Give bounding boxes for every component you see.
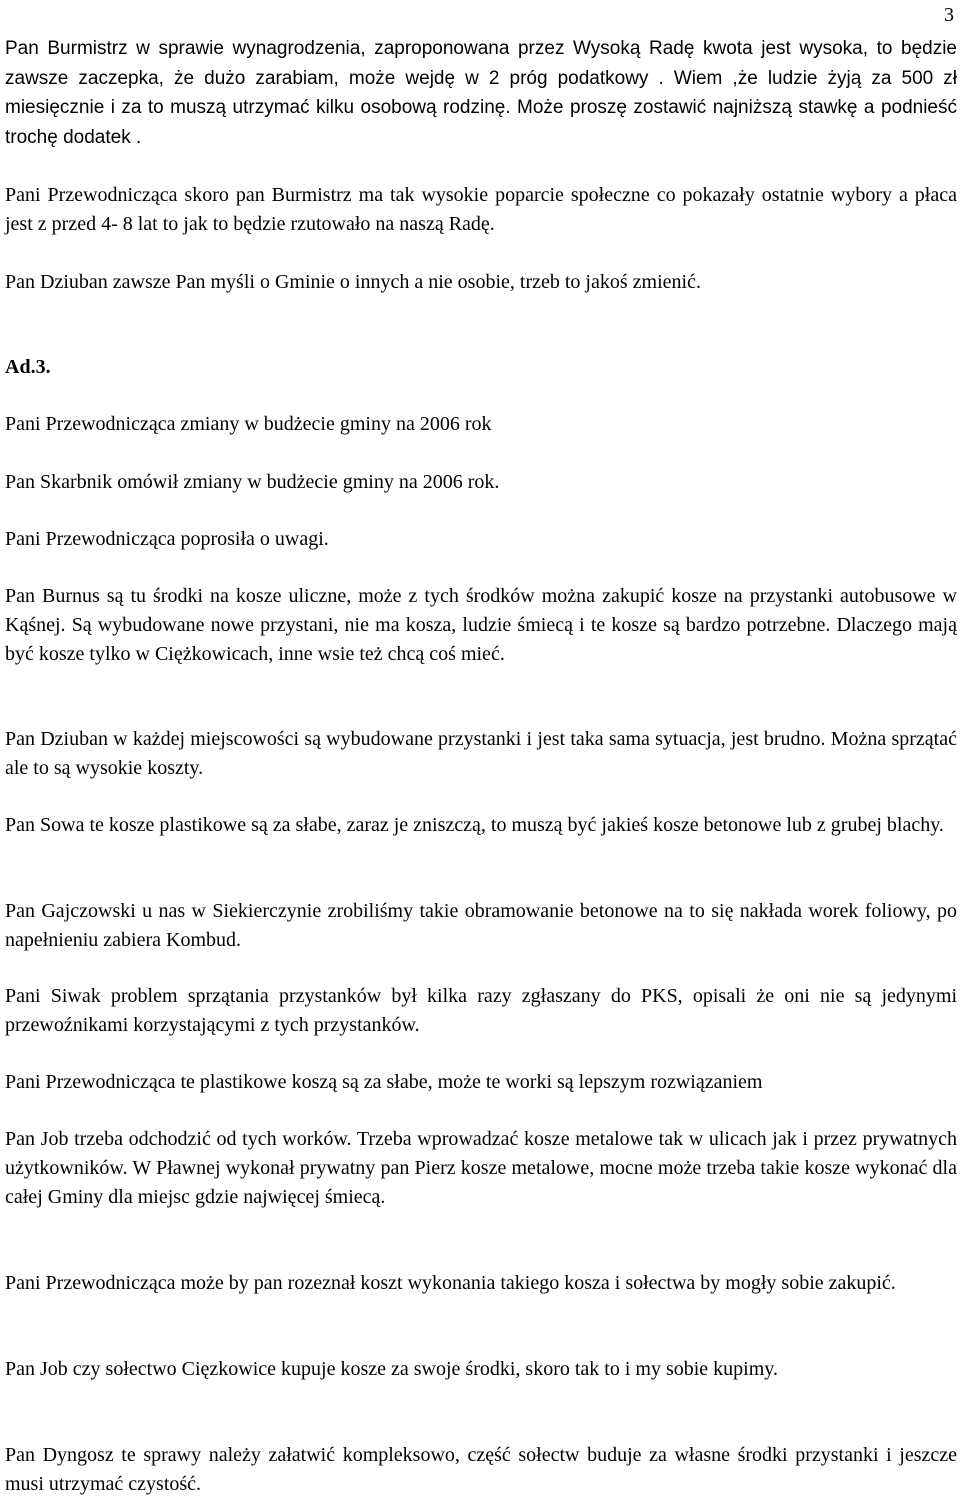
paragraph-skarbnik: Pan Skarbnik omówił zmiany w budżecie gminy na 2006 rok. — [5, 471, 500, 493]
paragraph-przewodniczaca-koszt: Pani Przewodnicząca może by pan rozeznał koszt wykonania takiego kosza i sołectwa by mogły sobie zakupić. — [5, 1272, 896, 1294]
paragraph-job-kosze-metalowe: Pan Job trzeba odchodzić od tych worków. Trzeba wprowadzać kosze metalowe tak w ulicach jak i przez prywatnych użytkowników. W Pławnej wykonał prywatny pan Pierz kosze metalowe, mocne może trzeba takie kosze wykonać dla całej Gminy dla miejsc gdzie najwięcej śmiecą. — [5, 1128, 957, 1208]
paragraph-burnus-kosze: Pan Burnus są tu środki na kosze uliczne, może z tych środków można zakupić kosze na przystanki autobusowe w Kąśnej. Są wybudowane nowe przystani, nie ma kosza, ludzie śmiecą i te kosze są bardzo potrzebne. Dlaczego mają być kosze tylko w Ciężkowicach, inne wsie też chcą coś mieć. — [5, 585, 957, 665]
paragraph-przewodniczaca-uwagi: Pani Przewodnicząca poprosiła o uwagi. — [5, 528, 329, 550]
paragraph-dyngosz: Pan Dyngosz te sprawy należy załatwić kompleksowo, część sołectw buduje za własne środki przystanki i jeszcze musi utrzymać czystość. — [5, 1444, 957, 1495]
paragraph-dziuban-przystanki: Pan Dziuban w każdej miejscowości są wybudowane przystanki i jest taka sama sytuacja, jest brudno. Można sprzątać ale to są wysokie koszty. — [5, 728, 957, 779]
paragraph-przewodniczaca-poparcie: Pani Przewodnicząca skoro pan Burmistrz ma tak wysokie poparcie społeczne co pokazały ostatnie wybory a płaca jest z przed 4- 8 lat to jak to będzie rzutowało na naszą Radę. — [5, 184, 957, 235]
paragraph-gajczowski: Pan Gajczowski u nas w Siekierczynie zrobiliśmy takie obramowanie betonowe na to się nakłada worek foliowy, po napełnieniu zabiera Kombud. — [5, 900, 957, 951]
section-heading-ad3: Ad.3. — [5, 356, 51, 378]
paragraph-siwak-pks: Pani Siwak problem sprzątania przystanków był kilka razy zgłaszany do PKS, opisali że oni nie są jedynymi przewoźnikami korzystającymi z tych przystanków. — [5, 985, 957, 1036]
paragraph-dziuban-gmina: Pan Dziuban zawsze Pan myśli o Gminie o innych a nie osobie, trzeb to jakoś zmienić. — [5, 271, 701, 293]
paragraph-burmistrz-wynagrodzenie: Pan Burmistrz w sprawie wynagrodzenia, zaproponowana przez Wysoką Radę kwota jest wysoka, to będzie zawsze zaczepka, że dużo zarabiam, może wejdę w 2 próg podatkowy . Wiem ,że ludzie żyją za 500 zł miesięcznie i za to muszą utrzymać kilku osobową rodzinę. Może proszę zostawić najniższą stawkę a podnieść trochę dodatek . — [5, 38, 957, 148]
paragraph-sowa-kosze: Pan Sowa te kosze plastikowe są za słabe, zaraz je zniszczą, to muszą być jakieś kosze betonowe lub z grubej blachy. — [5, 814, 944, 836]
paragraph-przewodniczaca-budzet: Pani Przewodnicząca zmiany w budżecie gminy na 2006 rok — [5, 413, 492, 435]
page-number: 3 — [944, 4, 954, 26]
paragraph-przewodniczaca-worki: Pani Przewodnicząca te plastikowe koszą są za słabe, może te worki są lepszym rozwiązaniem — [5, 1071, 763, 1093]
paragraph-job-solectwo: Pan Job czy sołectwo Cięzkowice kupuje kosze za swoje środki, skoro tak to i my sobie kupimy. — [5, 1358, 778, 1380]
